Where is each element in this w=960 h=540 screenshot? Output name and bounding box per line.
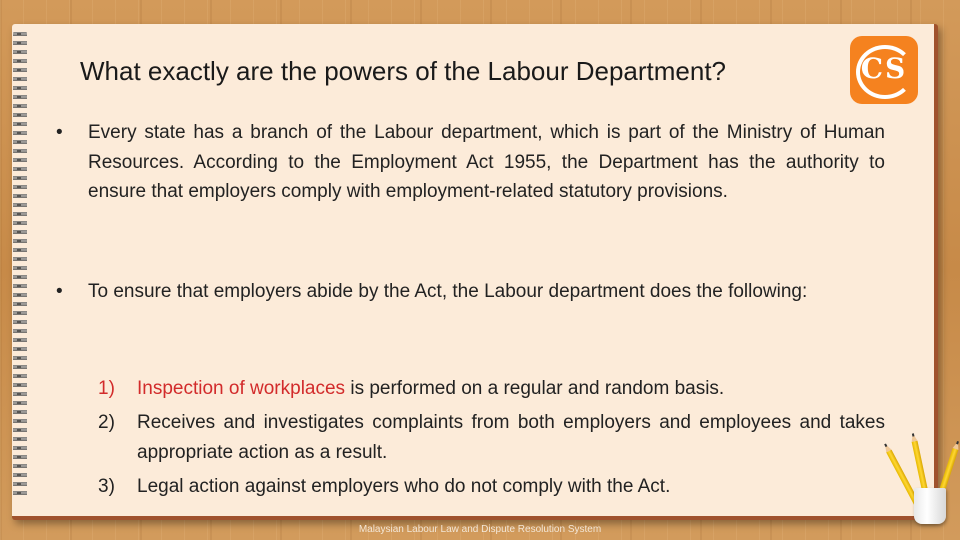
list-number-3: 3) — [98, 476, 115, 497]
paragraph-1: Every state has a branch of the Labour department, which is part of the Ministry of Human Resources. According to the Employment Act 1955, the Department has the authority to ensure that employers comply with employment-related statutory provisions. — [88, 122, 885, 202]
slide-title: What exactly are the powers of the Labour Department? — [80, 56, 727, 86]
logo-text: CS — [860, 52, 908, 85]
bullet-1: • — [56, 122, 63, 143]
list-item-1 — [137, 374, 885, 404]
list-item-1-text: is performed on a regular and random basis. — [345, 378, 725, 399]
paragraph-2: To ensure that employers abide by the Act, the Labour department does the following: — [88, 281, 808, 302]
list-number-1: 1) — [98, 378, 115, 399]
cs-logo-icon — [850, 36, 918, 104]
bullet-2: • — [56, 281, 63, 302]
list-item-3: Legal action against employers who do not comply with the Act. — [137, 476, 671, 497]
slide-footer: Malaysian Labour Law and Dispute Resolution System — [358, 524, 602, 535]
list-item-2: Receives and investigates complaints from both employers and employees and takes appropriate action as a result. — [137, 412, 885, 463]
list-item-1-highlight: Inspection of workplaces — [137, 378, 346, 399]
list-number-2: 2) — [98, 412, 115, 433]
